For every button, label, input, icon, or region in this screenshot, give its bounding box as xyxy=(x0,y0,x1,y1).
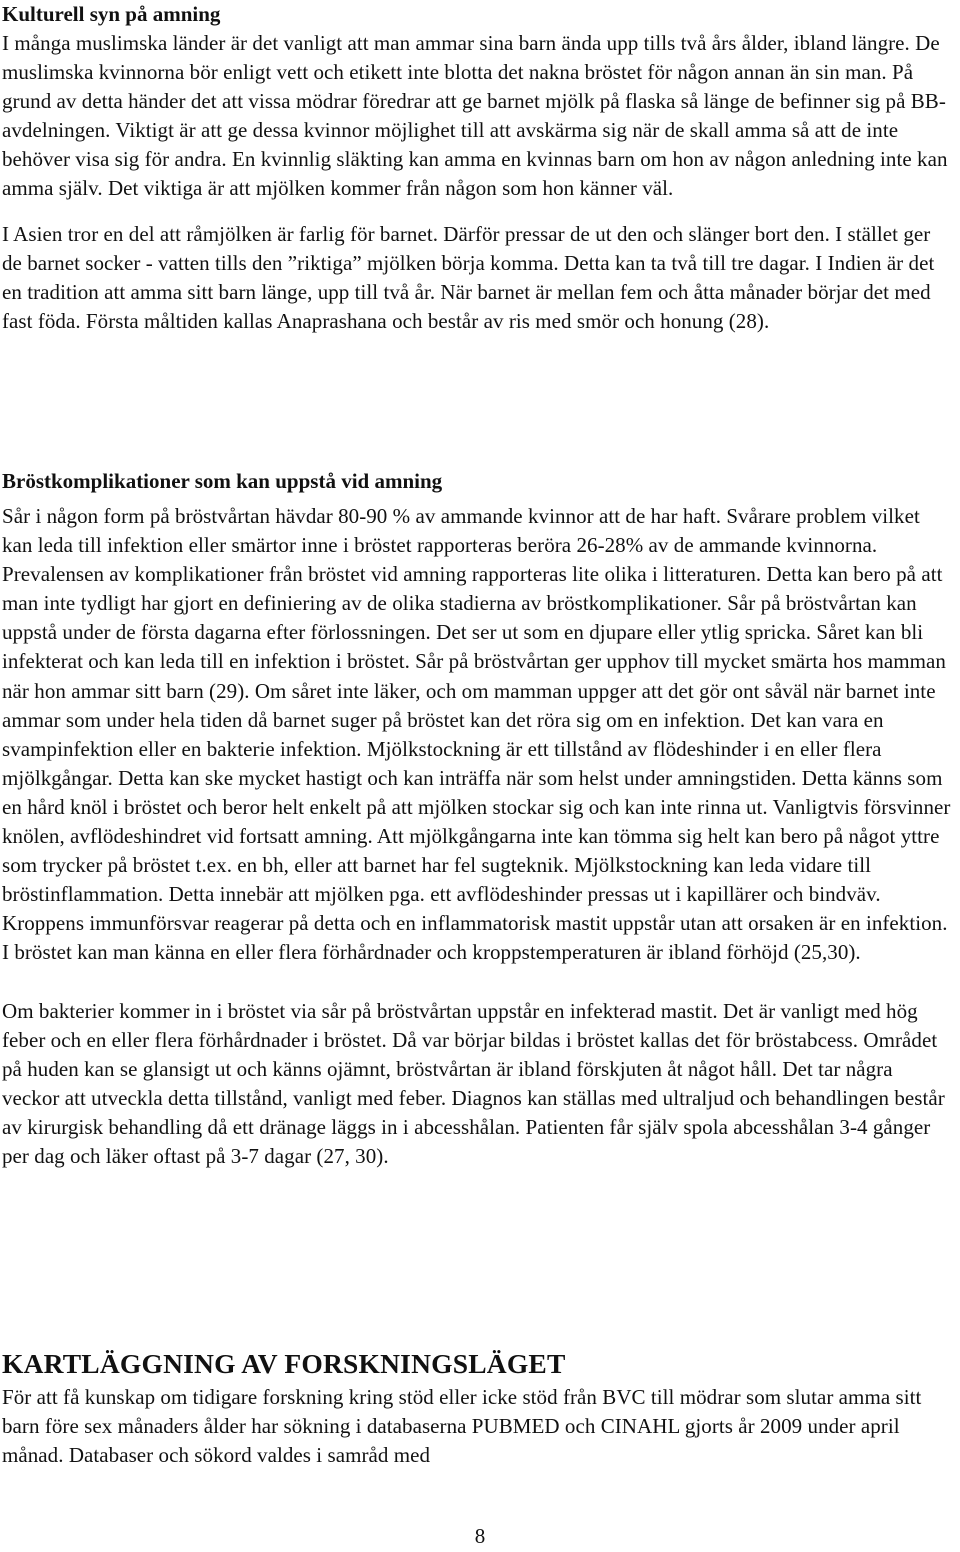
paragraph: I Asien tror en del att råmjölken är farlig för barnet. Därför pressar de ut den och slänger bort den. I stället ger de barnet socker - vatten tills den ”riktiga” mjölken börja komma. Detta kan ta två till tre dagar. I Indien är det en tradition att amma sitt barn länge, upp till två år. När barnet är mellan fem och åtta månader börjar det med fast föda. Första måltiden kallas Anaprashana och består av ris med smör och honung (28). xyxy=(2,221,935,333)
paragraph: I många muslimska länder är det vanligt att man ammar sina barn ända upp tills två års ålder, ibland längre. De muslimska kvinnorna bör enligt vett och etikett inte blotta det nakna bröstet för någon annan än sin man. På grund av detta händer det att vissa mödrar föredrar att ge barnet mjölk på flaska så länge de befinner sig på BB-avdelningen. Viktigt är att ge dessa kvinnor möjlighet till att avskärma sig när de skall amma så att de inte behöver visa sig för andra. En kvinnlig släkting kan amma en kvinnas barn om hon av någon anledning inte kan amma själv. Det viktiga är att mjölken kommer från någon som hon känner väl. xyxy=(2,31,948,201)
paragraph: Om bakterier kommer in i bröstet via sår på bröstvårtan uppstår en infekterad mastit. Det är vanligt med hög feber och en eller flera förhårdnader i bröstet. Då var börjar bildas i bröstet kallas det för bröstabcess. Området på huden kan se glansigt ut och känns ojämnt, bröstvårtan är ibland förskjuten åt något håll. Det tar några veckor att utveckla detta tillstånd, vanligt med feber. Diagnos kan ställas med ultraljud och behandlingen består av kirurgisk behandling då ett dränage läggs in i abcesshålan. Patienten får själv spola abcesshålan 3-4 gånger per dag och läker oftast på 3-7 dagar (27, 30). xyxy=(2,998,945,1168)
paragraph: Sår i någon form på bröstvårtan hävdar 80-90 % av ammande kvinnor att de har haft. Svårare problem vilket kan leda till infektion eller smärtor inne i bröstet rapporteras beröra 26-28% av de ammande kvinnorna. Prevalensen av komplikationer från bröstet vid amning rapporteras lite olika i litteraturen. Detta kan bero på att man inte tydligt har gjort en definiering av de olika stadierna av bröstkomplikationer. Sår på bröstvårtan kan uppstå under de första dagarna efter förlossningen. Det ser ut som en djupare eller ytlig spricka. Såret kan bli infekterat och kan leda till en infektion i bröstet. Sår på bröstvårtan ger upphov till mycket smärta hos mamman när hon ammar sitt barn (29). Om såret inte läker, och om mamman uppger att det gör ont såväl när barnet inte ammar som under hela tiden då barnet suger på bröstet kan det röra sig om en infektion. Det kan vara en svampinfektion eller en bakterie infektion. Mjölkstockning är ett tillstånd av flödeshinder i en eller flera mjölkgångar. Detta kan ske mycket hastigt och kan inträffa när som helst under amningstiden. Detta känns som en hård knöl i bröstet och beror helt enkelt på att mjölken stockar sig och kan inte rinna ut. Vanligtvis försvinner knölen, avflödeshindret vid fortsatt amning. Att mjölkgångarna inte kan tömma sig helt kan bero på något yttre som trycker på bröstet t.ex. en bh, eller att barnet har fel sugteknik. Mjölkstockning kan leda vidare till bröstinflammation. Detta innebär att mjölken pga. ett avflödeshinder pressas ut i kapillärer och bindväv. Kroppens immunförsvar reagerar på detta och en inflammatorisk mastit uppstår utan att orsaken är en infektion. I bröstet kan man känna en eller flera förhårdnader och kroppstemperaturen är ibland förhöjd (25,30). xyxy=(2,504,951,965)
chapter-heading: KARTLÄGGNING AV FORSKNINGSLÄGET xyxy=(2,1348,566,1379)
section-research-overview xyxy=(2,1347,954,1470)
section-heading: Bröstkomplikationer som kan uppstå vid amning xyxy=(2,469,443,493)
paragraph: För att få kunskap om tidigare forskning kring stöd eller icke stöd från BVC till mödrar som slutar amma sitt barn före sex månaders ålder har sökning i databaserna PUBMED och CINAHL gjorts år 2009 under april månad. Databaser och sökord valdes i samråd med xyxy=(2,1385,922,1468)
section-heading: Kulturell syn på amning xyxy=(2,2,221,26)
section-cultural-view xyxy=(2,0,954,336)
section-breast-complications xyxy=(2,467,954,1171)
page-number: 8 xyxy=(474,1524,486,1548)
